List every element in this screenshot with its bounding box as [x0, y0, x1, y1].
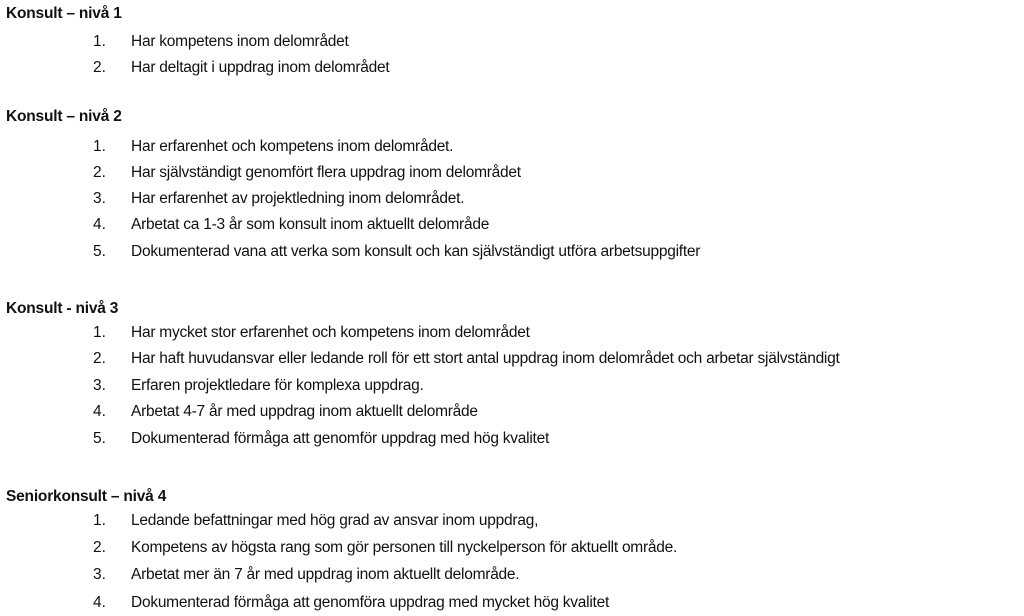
list-item — [0, 563, 1024, 587]
list-item — [0, 347, 1024, 371]
list-item-text: Har mycket stor erfarenhet och kompetens inom delområdet — [131, 324, 530, 341]
list-item-number: 1. — [93, 512, 106, 529]
list-item — [0, 427, 1024, 451]
list-item — [0, 56, 1024, 80]
list-item-text: Har haft huvudansvar eller ledande roll för ett stort antal uppdrag inom delområdet och arbetar självständigt — [131, 350, 840, 367]
section-heading: Konsult – nivå 2 — [6, 108, 122, 125]
list-item-text: Har deltagit i uppdrag inom delområdet — [131, 59, 390, 76]
list-item-number: 4. — [93, 403, 106, 420]
list-item-text: Har erfarenhet och kompetens inom delområdet. — [131, 138, 454, 155]
list-item-number: 2. — [93, 350, 106, 367]
list-item — [0, 30, 1024, 54]
list-item-number: 4. — [93, 216, 106, 233]
list-item-number: 5. — [93, 243, 106, 260]
list-item-text: Erfaren projektledare för komplexa uppdrag. — [131, 377, 424, 394]
section-heading: Konsult - nivå 3 — [6, 300, 119, 317]
list-item — [0, 536, 1024, 560]
list-item-text: Arbetat ca 1-3 år som konsult inom aktuellt delområde — [131, 216, 490, 233]
list-item-number: 1. — [93, 324, 106, 341]
list-item-text: Dokumenterad förmåga att genomföra uppdrag med mycket hög kvalitet — [131, 594, 610, 611]
list-item-number: 5. — [93, 430, 106, 447]
list-item-number: 2. — [93, 59, 106, 76]
list-item-text: Arbetat mer än 7 år med uppdrag inom aktuellt delområde. — [131, 566, 520, 583]
list-item-number: 1. — [93, 33, 106, 50]
list-item — [0, 161, 1024, 185]
list-item — [0, 591, 1024, 615]
list-item-number: 2. — [93, 539, 106, 556]
list-item — [0, 187, 1024, 211]
list-item-text: Kompetens av högsta rang som gör personen till nyckelperson för aktuellt område. — [131, 539, 678, 556]
list-item — [0, 374, 1024, 398]
section-heading: Seniorkonsult – nivå 4 — [6, 488, 167, 505]
list-item — [0, 321, 1024, 345]
list-item-number: 1. — [93, 138, 106, 155]
list-item-text: Dokumenterad vana att verka som konsult och kan självständigt utföra arbetsuppgifter — [131, 243, 701, 260]
list-item-text: Dokumenterad förmåga att genomför uppdrag med hög kvalitet — [131, 430, 550, 447]
list-item-number: 3. — [93, 377, 106, 394]
list-item-number: 2. — [93, 164, 106, 181]
list-item — [0, 240, 1024, 264]
list-item — [0, 400, 1024, 424]
list-item — [0, 135, 1024, 159]
list-item-text: Har självständigt genomfört flera uppdrag inom delområdet — [131, 164, 521, 181]
list-item-text: Arbetat 4-7 år med uppdrag inom aktuellt delområde — [131, 403, 478, 420]
list-item — [0, 213, 1024, 237]
list-item-text: Har kompetens inom delområdet — [131, 33, 349, 50]
list-item-number: 4. — [93, 594, 106, 611]
list-item-text: Ledande befattningar med hög grad av ansvar inom uppdrag, — [131, 512, 539, 529]
section-heading: Konsult – nivå 1 — [6, 5, 122, 22]
list-item-number: 3. — [93, 566, 106, 583]
list-item — [0, 509, 1024, 533]
list-item-number: 3. — [93, 190, 106, 207]
list-item-text: Har erfarenhet av projektledning inom delområdet. — [131, 190, 465, 207]
